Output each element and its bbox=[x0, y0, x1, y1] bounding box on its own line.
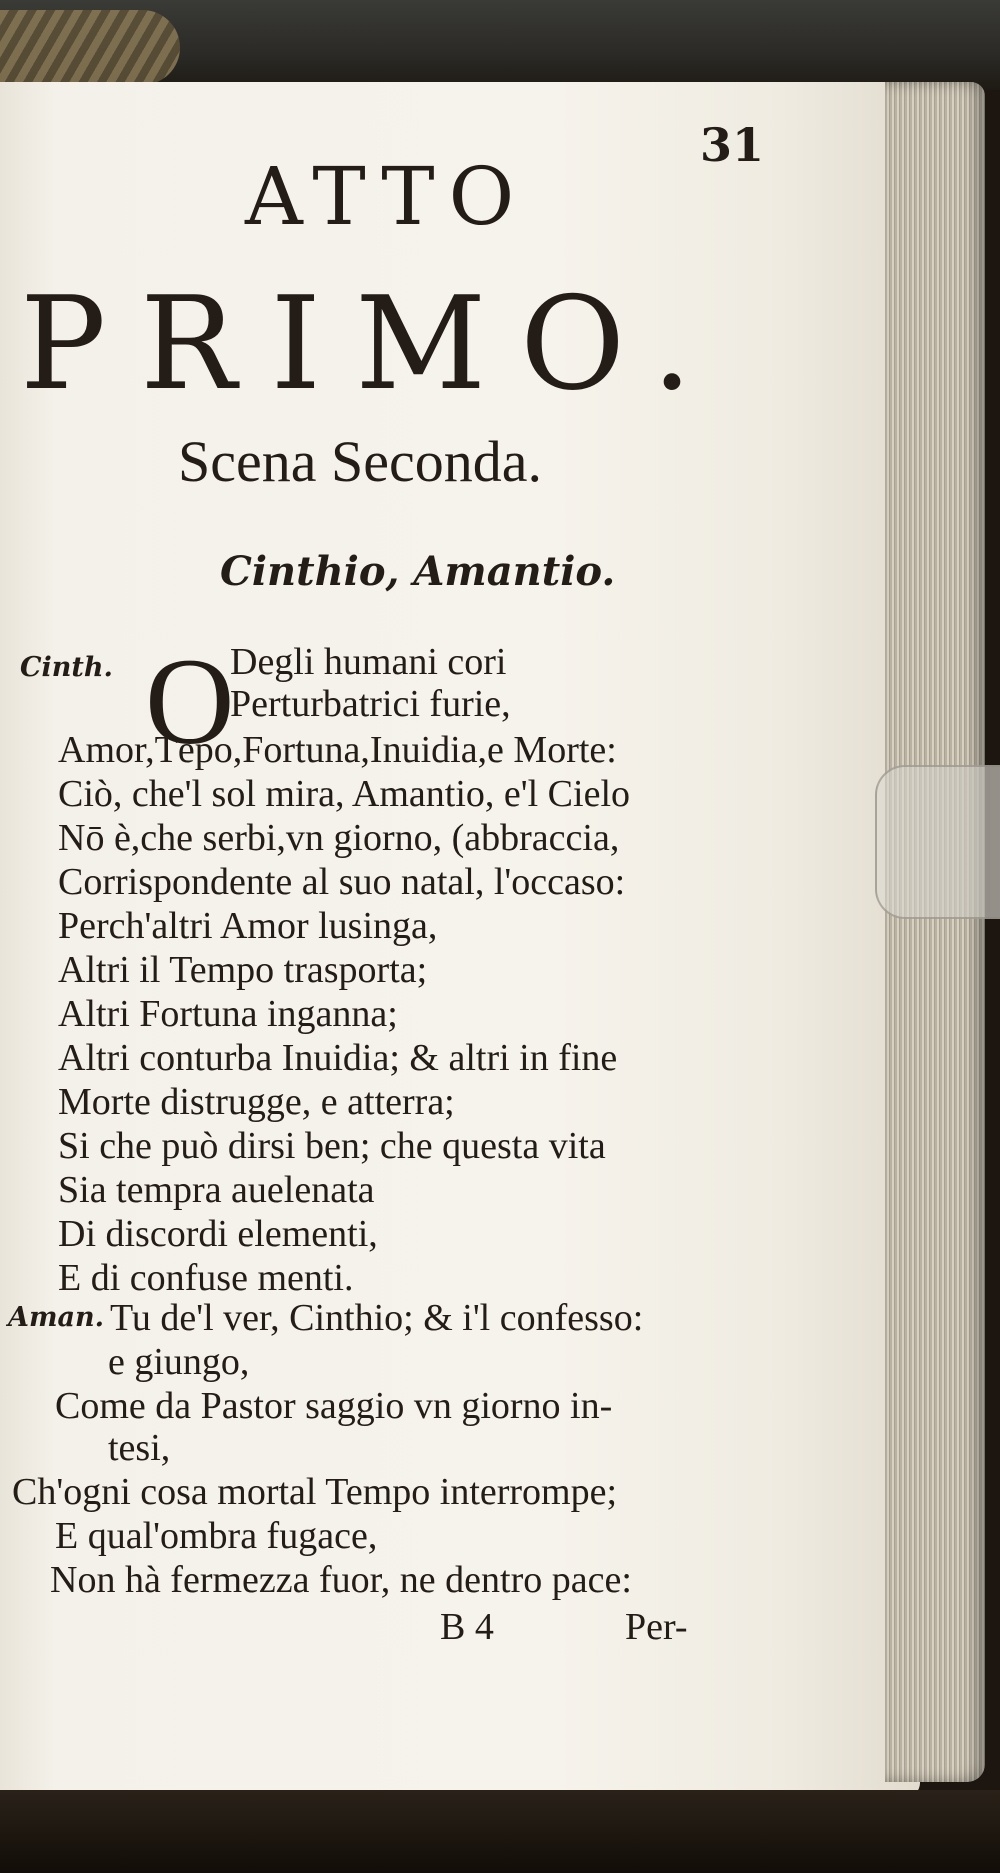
bookmark-cord bbox=[0, 10, 180, 85]
verse-line: Altri conturba Inuidia; & altri in fine bbox=[58, 1037, 618, 1079]
act-heading: ATTO bbox=[245, 150, 529, 243]
verse-line: tesi, bbox=[108, 1427, 171, 1469]
verse-line: E di confuse menti. bbox=[58, 1257, 354, 1299]
verse-line: Degli humani cori bbox=[230, 641, 507, 683]
verse-line: Ciò, che'l sol mira, Amantio, e'l Cielo bbox=[58, 773, 631, 815]
verse-line: Nō è,che serbi,vn giorno, (abbraccia, bbox=[58, 817, 620, 859]
catchword: Per- bbox=[625, 1606, 688, 1648]
verse-line: Perturbatrici furie, bbox=[230, 683, 511, 725]
page-clip bbox=[875, 765, 1000, 919]
verse-line: Sia tempra auelenata bbox=[58, 1169, 375, 1211]
act-number-heading: PRIMO. bbox=[20, 270, 727, 419]
speaker-label: Aman. bbox=[8, 1302, 105, 1333]
verse-line: Amor,Tēpo,Fortuna,Inuidia,e Morte: bbox=[58, 729, 617, 771]
characters-line: Cinthio, Amantio. bbox=[220, 548, 616, 595]
speaker-label: Cinth. bbox=[20, 652, 113, 683]
verse-line: Tu de'l ver, Cinthio; & i'l confesso: bbox=[110, 1297, 644, 1339]
verse-line: Perch'altri Amor lusinga, bbox=[58, 905, 438, 947]
verse-line: E qual'ombra fugace, bbox=[55, 1515, 378, 1557]
bottom-shadow bbox=[0, 1790, 1000, 1873]
page-number: 31 bbox=[700, 118, 765, 172]
verse-line: Ch'ogni cosa mortal Tempo interrompe; bbox=[12, 1471, 618, 1513]
scene-heading: Scena Seconda. bbox=[178, 429, 542, 494]
verse-line: Morte distrugge, e atterra; bbox=[58, 1081, 455, 1123]
verse-line: Altri Fortuna inganna; bbox=[58, 993, 398, 1035]
drop-cap: O bbox=[145, 633, 235, 770]
page-edges bbox=[885, 82, 985, 1782]
verse-line: Corrispondente al suo natal, l'occaso: bbox=[58, 861, 626, 903]
verse-line: Come da Pastor saggio vn giorno in- bbox=[55, 1385, 613, 1427]
verse-line: Di discordi elementi, bbox=[58, 1213, 378, 1255]
verse-line: Si che può dirsi ben; che questa vita bbox=[58, 1125, 606, 1167]
verse-line: Altri il Tempo trasporta; bbox=[58, 949, 428, 991]
verse-line: Non hà fermezza fuor, ne dentro pace: bbox=[50, 1559, 632, 1601]
signature-mark: B 4 bbox=[440, 1606, 494, 1648]
verse-line: e giungo, bbox=[108, 1341, 250, 1383]
